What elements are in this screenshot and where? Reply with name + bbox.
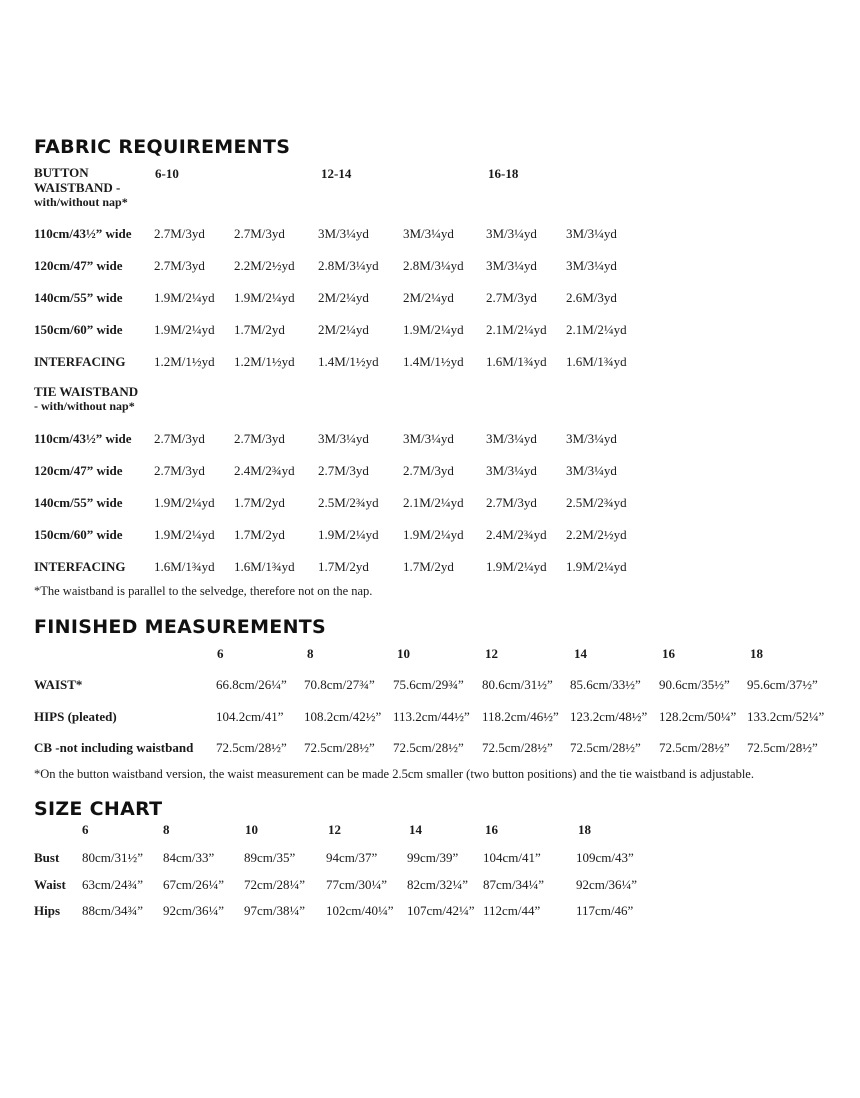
table-cell: 1.4M/1½yd bbox=[403, 354, 464, 369]
size-header: 14 bbox=[409, 822, 422, 837]
row-label: 120cm/47” wide bbox=[34, 258, 123, 273]
table-cell: 117cm/46” bbox=[576, 903, 634, 918]
table-cell: 128.2cm/50¼” bbox=[659, 709, 737, 724]
size-header-12-14: 12-14 bbox=[321, 166, 352, 181]
table-cell: 2.7M/3yd bbox=[154, 463, 205, 478]
row-label: Hips bbox=[34, 903, 61, 918]
table-cell: 2M/2¼yd bbox=[403, 290, 454, 305]
table-cell: 1.9M/2¼yd bbox=[154, 527, 215, 542]
tie-waistband-label bbox=[34, 384, 138, 414]
table-cell: 2.5M/2¾yd bbox=[566, 495, 627, 510]
table-cell: 1.2M/1½yd bbox=[234, 354, 295, 369]
table-cell: 80cm/31½” bbox=[82, 850, 144, 865]
table-cell: 2.4M/2¾yd bbox=[486, 527, 547, 542]
table-cell: 108.2cm/42½” bbox=[304, 709, 382, 724]
size-header: 16 bbox=[662, 646, 675, 661]
table-cell: 104.2cm/41” bbox=[216, 709, 284, 724]
table-cell: 3M/3¼yd bbox=[318, 431, 369, 446]
table-cell: 92cm/36¼” bbox=[576, 877, 638, 892]
table-cell: 72.5cm/28½” bbox=[570, 740, 641, 755]
table-cell: 133.2cm/52¼” bbox=[747, 709, 825, 724]
table-cell: 75.6cm/29¾” bbox=[393, 677, 464, 692]
table-cell: 72cm/28¼” bbox=[244, 877, 306, 892]
table-cell: 1.6M/1¾yd bbox=[486, 354, 547, 369]
size-header: 14 bbox=[574, 646, 587, 661]
table-cell: 3M/3¼yd bbox=[566, 463, 617, 478]
table-cell: 92cm/36¼” bbox=[163, 903, 225, 918]
size-header: 12 bbox=[328, 822, 341, 837]
table-cell: 2M/2¼yd bbox=[318, 290, 369, 305]
row-label: 120cm/47” wide bbox=[34, 463, 123, 478]
table-cell: 1.4M/1½yd bbox=[318, 354, 379, 369]
size-header: 8 bbox=[163, 822, 170, 837]
table-cell: 85.6cm/33½” bbox=[570, 677, 641, 692]
table-cell: 2.7M/3yd bbox=[154, 258, 205, 273]
table-cell: 3M/3¼yd bbox=[318, 226, 369, 241]
table-cell: 66.8cm/26¼” bbox=[216, 677, 287, 692]
table-cell: 1.9M/2¼yd bbox=[154, 322, 215, 337]
button-waistband-label-line2: WAISTBAND - bbox=[34, 180, 121, 195]
table-cell: 2.2M/2½yd bbox=[234, 258, 295, 273]
table-cell: 1.7M/2yd bbox=[234, 527, 285, 542]
table-cell: 89cm/35” bbox=[244, 850, 296, 865]
row-label: Bust bbox=[34, 850, 60, 865]
size-header: 6 bbox=[82, 822, 89, 837]
table-cell: 113.2cm/44½” bbox=[393, 709, 470, 724]
table-cell: 2.1M/2¼yd bbox=[486, 322, 547, 337]
table-cell: 1.2M/1½yd bbox=[154, 354, 215, 369]
table-cell: 2.7M/3yd bbox=[486, 495, 537, 510]
size-header: 18 bbox=[750, 646, 763, 661]
button-waistband-label bbox=[34, 165, 128, 210]
table-cell: 63cm/24¾” bbox=[82, 877, 144, 892]
tie-waistband-label-line2: - with/without nap* bbox=[34, 399, 135, 413]
table-cell: 1.7M/2yd bbox=[234, 495, 285, 510]
table-cell: 2.8M/3¼yd bbox=[403, 258, 464, 273]
table-cell: 118.2cm/46½” bbox=[482, 709, 559, 724]
table-cell: 90.6cm/35½” bbox=[659, 677, 730, 692]
row-label: WAIST* bbox=[34, 677, 83, 692]
finished-measurements-title: FINISHED MEASUREMENTS bbox=[34, 616, 327, 638]
table-cell: 1.9M/2¼yd bbox=[486, 559, 547, 574]
table-cell: 72.5cm/28½” bbox=[393, 740, 464, 755]
size-header: 6 bbox=[217, 646, 224, 661]
table-cell: 3M/3¼yd bbox=[566, 431, 617, 446]
finished-note: *On the button waistband version, the waist measurement can be made 2.5cm smaller (two button positions) and the tie waistband is adjustable. bbox=[34, 767, 754, 781]
table-cell: 1.9M/2¼yd bbox=[318, 527, 379, 542]
table-cell: 72.5cm/28½” bbox=[304, 740, 375, 755]
table-cell: 2.4M/2¾yd bbox=[234, 463, 295, 478]
button-waistband-label-line3: with/without nap* bbox=[34, 195, 128, 209]
row-label: 150cm/60” wide bbox=[34, 322, 123, 337]
row-label: Waist bbox=[34, 877, 66, 892]
size-header: 10 bbox=[245, 822, 258, 837]
table-cell: 88cm/34¾” bbox=[82, 903, 144, 918]
table-cell: 72.5cm/28½” bbox=[482, 740, 553, 755]
table-cell: 99cm/39” bbox=[407, 850, 459, 865]
table-cell: 1.9M/2¼yd bbox=[154, 290, 215, 305]
tie-waistband-label-line1: TIE WAISTBAND bbox=[34, 384, 139, 399]
table-cell: 2.1M/2¼yd bbox=[403, 495, 464, 510]
table-cell: 1.9M/2¼yd bbox=[403, 322, 464, 337]
size-header: 16 bbox=[485, 822, 498, 837]
table-cell: 3M/3¼yd bbox=[486, 258, 537, 273]
fabric-note: *The waistband is parallel to the selvedge, therefore not on the nap. bbox=[34, 584, 373, 598]
row-label: 140cm/55” wide bbox=[34, 290, 123, 305]
size-header-16-18: 16-18 bbox=[488, 166, 519, 181]
table-cell: 2.7M/3yd bbox=[234, 431, 285, 446]
table-cell: 3M/3¼yd bbox=[486, 226, 537, 241]
size-header: 18 bbox=[578, 822, 591, 837]
table-cell: 3M/3¼yd bbox=[403, 431, 454, 446]
table-cell: 2.7M/3yd bbox=[154, 226, 205, 241]
table-cell: 84cm/33” bbox=[163, 850, 215, 865]
row-label: INTERFACING bbox=[34, 559, 126, 574]
table-cell: 3M/3¼yd bbox=[566, 226, 617, 241]
table-cell: 2.2M/2½yd bbox=[566, 527, 627, 542]
table-cell: 1.9M/2¼yd bbox=[234, 290, 295, 305]
size-header: 10 bbox=[397, 646, 410, 661]
table-cell: 1.9M/2¼yd bbox=[154, 495, 215, 510]
table-cell: 94cm/37” bbox=[326, 850, 378, 865]
table-cell: 2.6M/3yd bbox=[566, 290, 617, 305]
size-header: 12 bbox=[485, 646, 498, 661]
table-cell: 2.7M/3yd bbox=[154, 431, 205, 446]
table-cell: 82cm/32¼” bbox=[407, 877, 469, 892]
table-cell: 1.7M/2yd bbox=[403, 559, 454, 574]
table-cell: 1.9M/2¼yd bbox=[566, 559, 627, 574]
table-cell: 2.5M/2¾yd bbox=[318, 495, 379, 510]
table-cell: 123.2cm/48½” bbox=[570, 709, 648, 724]
table-cell: 72.5cm/28½” bbox=[747, 740, 818, 755]
table-cell: 2.1M/2¼yd bbox=[566, 322, 627, 337]
row-label: 110cm/43½” wide bbox=[34, 431, 132, 446]
table-cell: 1.7M/2yd bbox=[234, 322, 285, 337]
row-label: CB -not including waistband bbox=[34, 740, 194, 755]
table-cell: 77cm/30¼” bbox=[326, 877, 388, 892]
table-cell: 3M/3¼yd bbox=[486, 463, 537, 478]
size-header: 8 bbox=[307, 646, 314, 661]
table-cell: 1.7M/2yd bbox=[318, 559, 369, 574]
table-cell: 1.6M/1¾yd bbox=[234, 559, 295, 574]
table-cell: 70.8cm/27¾” bbox=[304, 677, 375, 692]
button-waistband-label-line1: BUTTON bbox=[34, 165, 89, 180]
table-cell: 2.8M/3¼yd bbox=[318, 258, 379, 273]
table-cell: 1.6M/1¾yd bbox=[566, 354, 627, 369]
size-chart-title: SIZE CHART bbox=[34, 798, 163, 820]
table-cell: 2.7M/3yd bbox=[318, 463, 369, 478]
table-cell: 107cm/42¼” bbox=[407, 903, 475, 918]
row-label: 150cm/60” wide bbox=[34, 527, 123, 542]
row-label: 110cm/43½” wide bbox=[34, 226, 132, 241]
row-label: 140cm/55” wide bbox=[34, 495, 123, 510]
table-cell: 80.6cm/31½” bbox=[482, 677, 553, 692]
table-cell: 104cm/41” bbox=[483, 850, 541, 865]
fabric-requirements-title: FABRIC REQUIREMENTS bbox=[34, 136, 291, 158]
size-header-6-10: 6-10 bbox=[155, 166, 179, 181]
table-cell: 2.7M/3yd bbox=[234, 226, 285, 241]
table-cell: 67cm/26¼” bbox=[163, 877, 225, 892]
table-cell: 1.6M/1¾yd bbox=[154, 559, 215, 574]
row-label: HIPS (pleated) bbox=[34, 709, 117, 724]
table-cell: 3M/3¼yd bbox=[486, 431, 537, 446]
table-cell: 2M/2¼yd bbox=[318, 322, 369, 337]
table-cell: 1.9M/2¼yd bbox=[403, 527, 464, 542]
row-label: INTERFACING bbox=[34, 354, 126, 369]
table-cell: 87cm/34¼” bbox=[483, 877, 545, 892]
table-cell: 3M/3¼yd bbox=[403, 226, 454, 241]
table-cell: 102cm/40¼” bbox=[326, 903, 394, 918]
table-cell: 95.6cm/37½” bbox=[747, 677, 818, 692]
table-cell: 72.5cm/28½” bbox=[659, 740, 730, 755]
table-cell: 112cm/44” bbox=[483, 903, 541, 918]
table-cell: 97cm/38¼” bbox=[244, 903, 306, 918]
table-cell: 2.7M/3yd bbox=[403, 463, 454, 478]
table-cell: 2.7M/3yd bbox=[486, 290, 537, 305]
table-cell: 72.5cm/28½” bbox=[216, 740, 287, 755]
table-cell: 3M/3¼yd bbox=[566, 258, 617, 273]
table-cell: 109cm/43” bbox=[576, 850, 634, 865]
